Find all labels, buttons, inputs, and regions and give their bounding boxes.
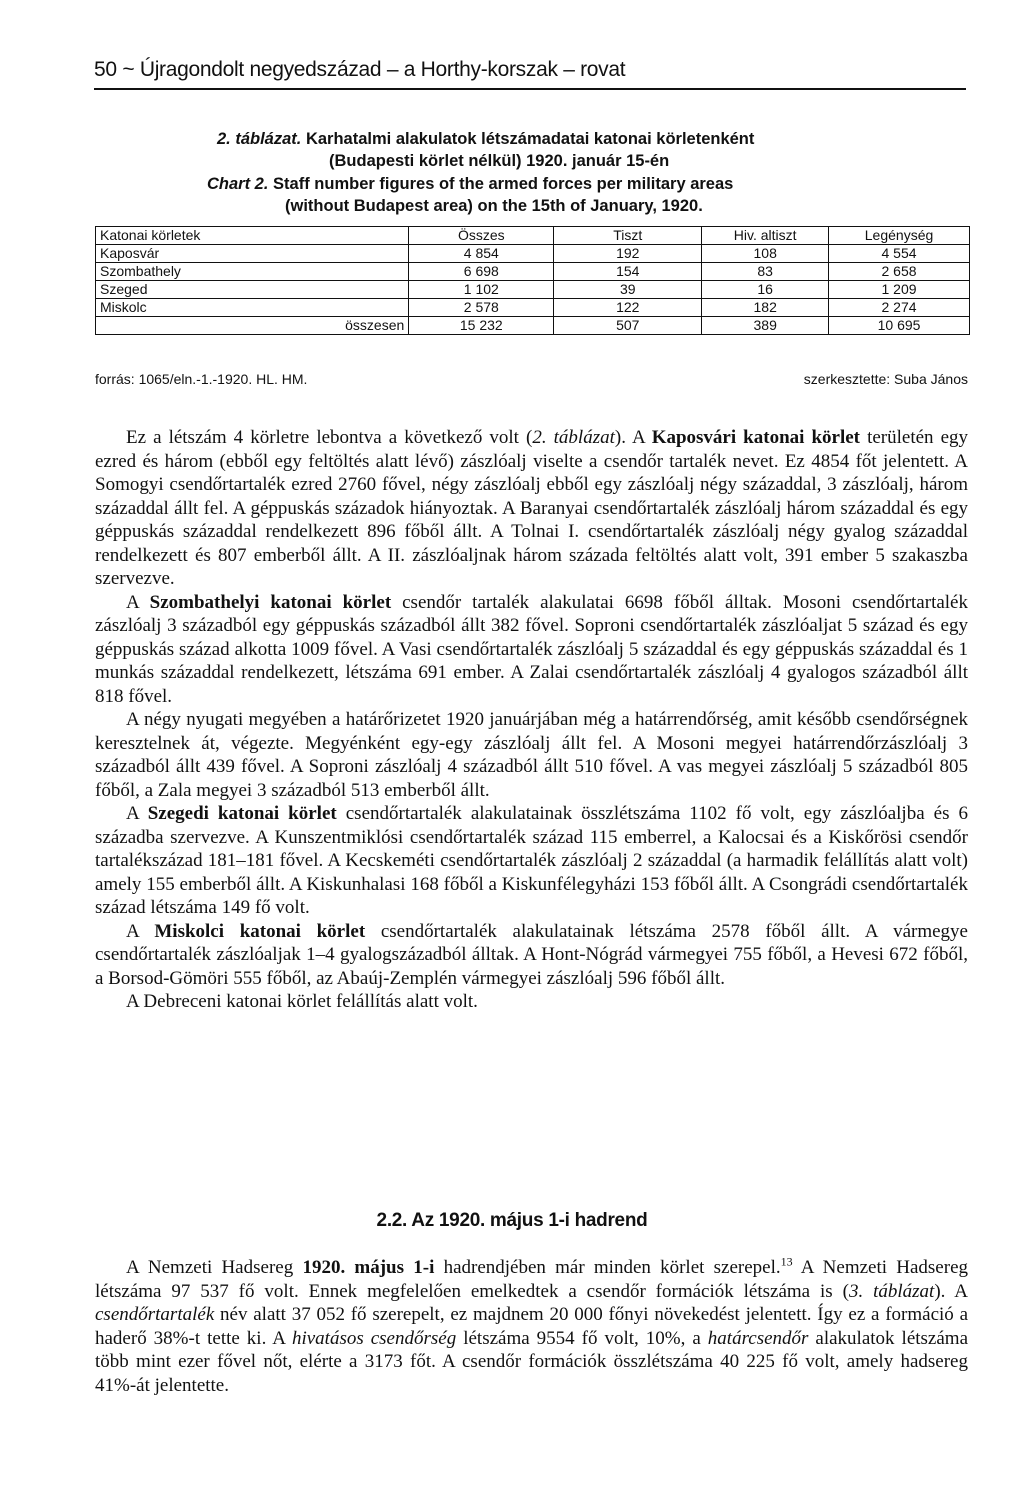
paragraph: A Szegedi katonai körlet csendőrtartalék alakulatainak összlétszáma 1102 fő volt, egy zászlóaljba és 6 századba szervezve. A Kunszentmiklósi csendőrtartalék század 115 emberrel, a Kalocsai és a Kiskőrösi csendőr tartalékszázad 181–181 fővel. A Kecskeméti csendőrtartalék zászlóalj 2 századdal (a harmadik felállítás alatt volt) amely 155 emberből állt. A Kiskunhalasi 168 főből a Kiskunfélegyházi 153 főből állt. A Csongrádi csendőrtartalék század létszáma 149 fő volt. xyxy=(95,803,968,918)
body-text xyxy=(95,426,968,1014)
table-total-row xyxy=(96,317,970,335)
col-header-area: Katonai körletek xyxy=(96,227,409,245)
table-row xyxy=(96,263,970,281)
cell-officer-sum: 507 xyxy=(554,317,702,335)
bold-term: 1920. május 1-i xyxy=(302,1257,435,1278)
italic-term: hivatásos csendőrség xyxy=(291,1327,457,1349)
italic-term: határcsendőr xyxy=(707,1327,809,1349)
cell-enlisted: 2 658 xyxy=(829,263,970,281)
cell-area: Kaposvár xyxy=(96,245,409,263)
table-reference: 3. táblázat xyxy=(848,1280,935,1302)
cell-total: 2 578 xyxy=(409,299,554,317)
caption-title-hu-line1: Karhatalmi alakulatok létszámadatai katonai körletenként xyxy=(305,130,755,148)
table-editor: szerkesztette: Suba János xyxy=(803,371,968,387)
cell-enlisted: 4 554 xyxy=(829,245,970,263)
cell-enlisted: 1 209 xyxy=(829,281,970,299)
paragraph: A Miskolci katonai körlet csendőrtartalék alakulatainak létszáma 2578 főből állt. A vármegye csendőrtartalék zászlóaljak 1–4 gyalogszázadból álltak. A Hont-Nógrád vármegyei 755 főből, a Hevesi 672 főből, a Borsod-Gömöri 555 főből, az Abaúj-Zemplén vármegyei zászlóalj 596 főből állt. xyxy=(95,920,968,989)
cell-total: 1 102 xyxy=(409,281,554,299)
cell-officer: 39 xyxy=(554,281,702,299)
caption-label-hu: 2. táblázat. xyxy=(217,130,302,148)
cell-officer: 154 xyxy=(554,263,702,281)
cell-total-label: összesen xyxy=(96,317,409,335)
cell-enlisted: 2 274 xyxy=(829,299,970,317)
cell-area: Szombathely xyxy=(96,263,409,281)
caption-label-en: Chart 2. xyxy=(207,175,269,193)
cell-area: Szeged xyxy=(96,281,409,299)
bold-term: Kaposvári katonai körlet xyxy=(651,427,861,448)
col-header-total: Összes xyxy=(409,227,554,245)
caption-title-en-line1: Staff number figures of the armed forces per military areas xyxy=(273,175,734,193)
staff-table xyxy=(95,226,970,335)
bold-term: Szegedi katonai körlet xyxy=(147,803,337,824)
section-heading: 2.2. Az 1920. május 1-i hadrend xyxy=(376,1210,648,1231)
section-body-text xyxy=(95,1256,968,1397)
col-header-officer: Tiszt xyxy=(554,227,702,245)
cell-total: 4 854 xyxy=(409,245,554,263)
cell-nco-sum: 389 xyxy=(702,317,829,335)
cell-nco: 83 xyxy=(702,263,829,281)
bold-term: Miskolci katonai körlet xyxy=(154,920,366,942)
journal-title: Újragondolt negyedszázad – a Horthy-korszak – rovat xyxy=(139,58,626,81)
footnote-marker: 13 xyxy=(780,1254,793,1269)
col-header-enlisted: Legénység xyxy=(829,227,970,245)
paragraph: A négy nyugati megyében a határőrizetet 1920 januárjában még a határrendőrség, amit később csendőrségnek keresztelnek át, végezte. Megyénként egy-egy zászlóalj állt fel. A Mosoni megyei határrendőrzászlóalj 3 századból állt 439 fővel. A Soproni zászlóalj 4 századból állt 510 fővel. A vas megyei zászlóalj 5 századból 805 főből, a Zala megyei 3 századból 513 emberből állt. xyxy=(95,709,968,801)
bold-term: Szombathelyi katonai körlet xyxy=(149,591,392,613)
header-separator: ~ xyxy=(122,58,135,81)
table-source: forrás: 1065/eln.-1.-1920. HL. HM. xyxy=(95,371,308,387)
table-reference: 2. táblázat xyxy=(532,427,615,448)
paragraph: A Nemzeti Hadsereg 1920. május 1-i hadrendjében már minden körlet szerepel.$^{13}$ A Nemzeti Hadsereg létszáma 97 537 fő volt. Ennek megfelelően emelkedtek a csendőr formációk létszáma is (3. táblázat). A csendőrtartalék név alatt 37 052 fő szerepelt, ez majdnem 20 000 főnyi növekedést jelentett. Így ez a formáció a haderő 38%-t tette ki. A hivatásos csendőrség létszáma 9554 fő volt, 10%, a határcsendőr alakulatok létszáma több mint ezer fővel nőt, elérte a 3173 főt. A csendőr formációk összlétszáma 40 225 fő volt, amely hadsereg 41%-át jelentette. xyxy=(95,1254,969,1396)
cell-officer: 192 xyxy=(554,245,702,263)
cell-total: 6 698 xyxy=(409,263,554,281)
paragraph: Ez a létszám 4 körletre lebontva a következő volt (2. táblázat). A Kaposvári katonai körlet területén egy ezred és három (ebből egy feltöltés alatt lévő) zászlóalj viselte a csendőr tartalék nevet. Ez 4854 főt jelentett. A Somogyi csendőrtartalék ezred 2760 fővel, négy zászlóalj ebből egy zászlóalj négy századdal, 3 zászlóalj, három századdal állt fel. A géppuskás századok hiányoztak. A Baranyai csendőrtartalék zászlóalj három századdal és egy géppuskás századdal rendelkezett 896 főből állt. A Tolnai I. csendőrtartalék zászlóalj négy gyalog századdal rendelkezett és 807 emberből állt. A II. zászlóaljnak három százada feltöltés alatt volt, 391 ember 5 szakaszba szervezve. xyxy=(95,427,969,589)
header-rule xyxy=(94,88,966,90)
cell-nco: 182 xyxy=(702,299,829,317)
table-header-row xyxy=(96,227,970,245)
cell-area: Miskolc xyxy=(96,299,409,317)
paragraph: A Szombathelyi katonai körlet csendőr tartalék alakulatai 6698 főből álltak. Mosoni csendőrtartalék zászlóalj 3 századból egy géppuskás századból állt 382 fővel. Soproni csendőrtartalék zászlóaljat 5 század és egy géppuskás század alkotta 1009 fővel. A Vasi csendőrtartalék zászlóalj 5 századdal és egy géppuskás századdal és 1 munkás századdal rendelkezett, létszáma 691 ember. A Zalai csendőrtartalék zászlóalj 4 gyalogos századból állt 818 fővel. xyxy=(95,591,968,707)
running-header xyxy=(94,58,966,82)
paragraph: A Debreceni katonai körlet felállítás alatt volt. xyxy=(126,991,478,1012)
table-row xyxy=(96,245,970,263)
table-row xyxy=(96,281,970,299)
cell-enlisted-sum: 10 695 xyxy=(829,317,970,335)
caption-title-hu-line2: (Budapesti körlet nélkül) 1920. január 15-én xyxy=(329,152,670,170)
table-row xyxy=(96,299,970,317)
italic-term: csendőrtartalék xyxy=(95,1304,215,1325)
table-caption-en xyxy=(207,173,733,195)
page-number: 50 xyxy=(94,58,117,81)
col-header-nco: Hiv. altiszt xyxy=(702,227,829,245)
cell-officer: 122 xyxy=(554,299,702,317)
caption-title-en-line2: (without Budapest area) on the 15th of January, 1920. xyxy=(285,197,703,215)
cell-nco: 16 xyxy=(702,281,829,299)
cell-total-sum: 15 232 xyxy=(409,317,554,335)
cell-nco: 108 xyxy=(702,245,829,263)
table-caption-hu xyxy=(217,128,754,150)
